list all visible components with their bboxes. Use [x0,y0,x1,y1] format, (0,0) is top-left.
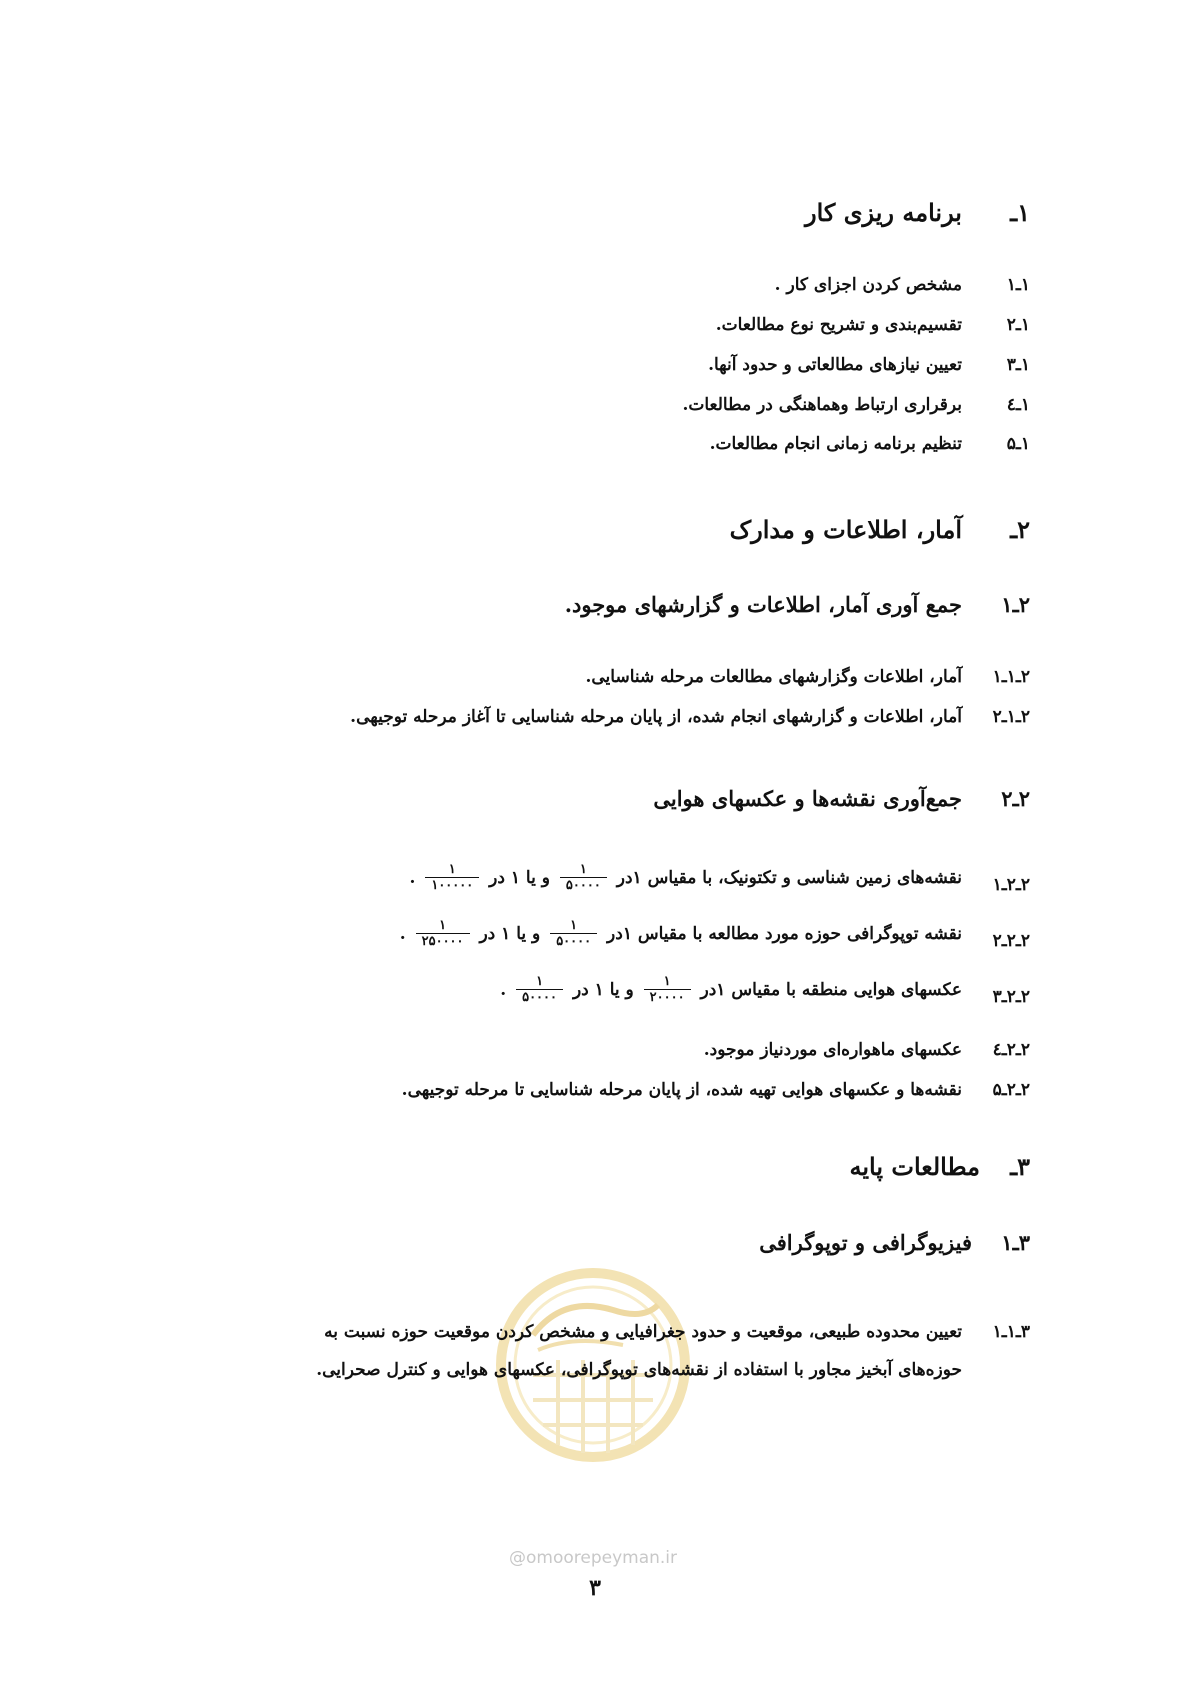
item-number: ۲ـ۲ـ٤ [992,1040,1030,1060]
item-number: ۱ـ۳ [1006,355,1030,375]
subsection-number: ۳ـ۱ [1001,1230,1030,1255]
item-text: تعیین نیازهای مطالعاتی و حدود آنها. [708,355,962,375]
scale-fraction [425,862,479,893]
section-title: آمار، اطلاعات و مدارک [729,515,962,544]
item-text: نقشه توپوگرافی حوزه مورد مطالعه با مقیاس ۱در [607,923,962,944]
fraction-denominator: ۱۰۰۰۰۰ [431,878,474,893]
scale-fraction [644,974,691,1005]
watermark-url: @omoorepeyman.ir [508,1548,678,1568]
item-number: ۱ـ٤ [1006,395,1030,415]
fraction-denominator: ۲۵۰۰۰۰ [421,934,464,949]
item-number: ۲ـ۱ـ۲ [992,707,1030,727]
item-end: . [409,867,416,888]
item-text: تقسیم‌بندی و تشریح نوع مطالعات. [715,315,962,335]
fraction-numerator: ۱ [550,918,597,934]
scale-fraction [516,974,563,1005]
section-number: ۲ـ [1010,515,1030,544]
scale-fraction [560,862,607,893]
item-text: آمار، اطلاعات وگزارشهای مطالعات مرحله شناسایی. [585,667,962,687]
item-text-with-scale [500,974,962,1005]
item-number: ۱ـ۵ [1006,434,1030,454]
item-text-connector: و یا ۱ در [572,979,634,1000]
item-text-with-scale [410,862,963,893]
item-end: . [399,923,406,944]
item-text-connector: و یا ۱ در [489,867,550,888]
section-number: ۱ـ [1010,198,1030,227]
item-end: . [500,979,507,1000]
fraction-denominator: ۵۰۰۰۰ [565,878,601,893]
item-text-connector: و یا ۱ در [479,923,541,944]
fraction-numerator: ۱ [425,862,479,878]
fraction-denominator: ۵۰۰۰۰ [556,934,592,949]
item-text: عکسهای هوایی منطقه با مقیاس ۱در [700,979,962,1000]
scale-fraction [550,918,597,949]
item-text: برقراری ارتباط وهماهنگی در مطالعات. [682,395,962,415]
fraction-numerator: ۱ [416,918,470,934]
item-text-line-1: تعیین محدوده طبیعی، موقعیت و حدود جغرافیایی و مشخص کردن موقعیت حوزه نسبت به [324,1322,962,1342]
section-title: برنامه ریزی کار [805,198,962,227]
section-title: مطالعات پایه [849,1152,980,1181]
fraction-numerator: ۱ [516,974,563,990]
subsection-title: جمع آوری آمار، اطلاعات و گزارشهای موجود. [564,592,962,617]
fraction-denominator: ۲۰۰۰۰ [649,990,685,1005]
item-number: ۱ـ۱ [1006,275,1030,295]
item-text: آمار، اطلاعات و گزارشهای انجام شده، از پایان مرحله شناسایی تا آغاز مرحله توجیهی. [350,707,962,727]
subsection-title: فیزیوگرافی و توپوگرافی [759,1230,972,1255]
subsection-title: جمع‌آوری نقشه‌ها و عکسهای هوایی [653,786,962,811]
item-text: نقشه‌های زمین شناسی و تکتونیک، با مقیاس ۱در [616,867,962,888]
item-number: ۲ـ۲ـ۲ [992,931,1030,951]
item-text: نقشه‌ها و عکسهای هوایی تهیه شده، از پایان مرحله شناسایی تا مرحله توجیهی. [401,1080,962,1100]
item-number: ۲ـ۲ـ۱ [992,875,1030,895]
subsection-number: ۲ـ۲ [1001,786,1030,811]
item-number: ۲ـ۲ـ۵ [992,1080,1030,1100]
item-text: مشخص کردن اجزای کار . [774,275,962,295]
page-number: ۳ [589,1575,601,1601]
item-text: تنظیم برنامه زمانی انجام مطالعات. [709,434,962,454]
item-number: ۱ـ۲ [1006,315,1030,335]
fraction-denominator: ۵۰۰۰۰ [522,990,558,1005]
fraction-numerator: ۱ [560,862,607,878]
item-number: ۲ـ۱ـ۱ [992,667,1030,687]
section-number: ۳ـ [1010,1152,1030,1181]
item-text: عکسهای ماهواره‌ای موردنیاز موجود. [703,1040,962,1060]
item-number: ۳ـ۱ـ۱ [992,1322,1030,1342]
fraction-numerator: ۱ [644,974,691,990]
item-number: ۲ـ۲ـ۳ [992,987,1030,1007]
subsection-number: ۲ـ۱ [1001,592,1030,617]
scale-fraction [416,918,470,949]
item-text-line-2: حوزه‌های آبخیز مجاور با استفاده از نقشه‌های توپوگرافی، عکسهای هوایی و کنترل صحرایی. [316,1360,962,1380]
item-text-with-scale [400,918,962,949]
